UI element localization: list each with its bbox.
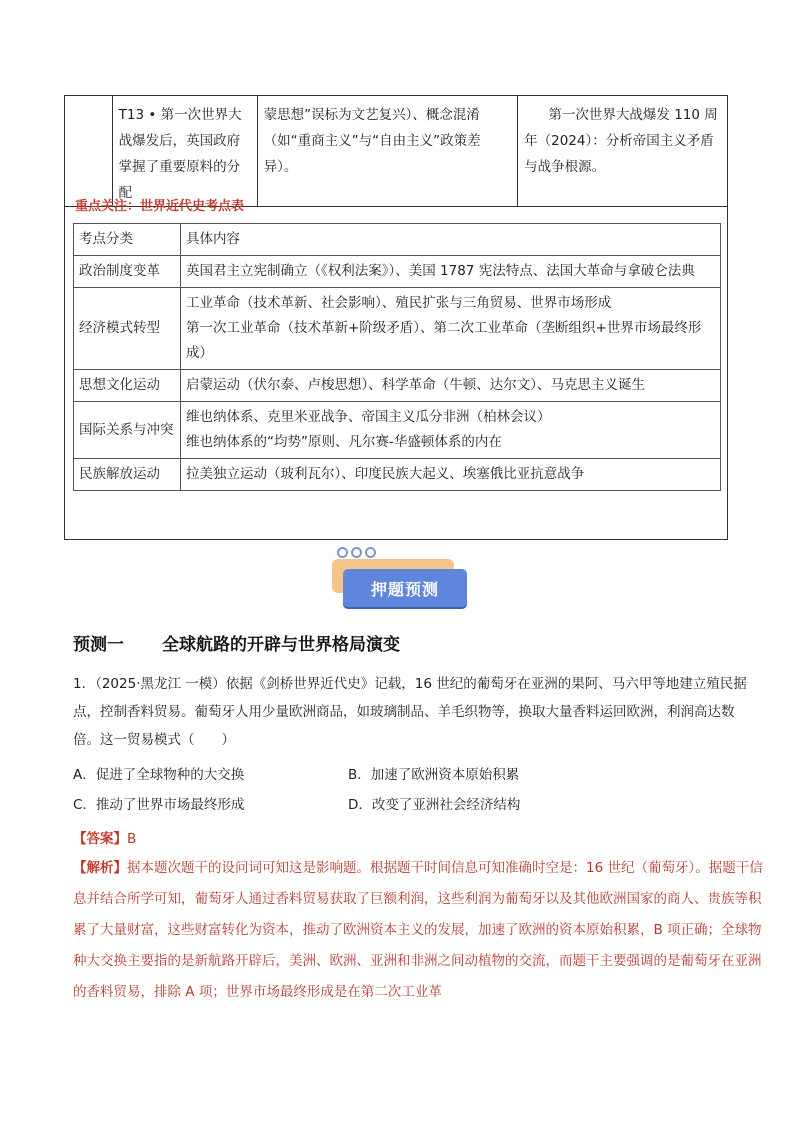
table-header-row [74,224,721,256]
focus-title: 重点关注：世界近代史考点表 [75,199,245,214]
prediction-banner [331,547,471,615]
row-category: 国际关系与冲突 [74,402,181,459]
table-row [74,459,721,491]
options-row [73,760,723,790]
option-c: C．推动了世界市场最终形成 [73,797,245,813]
row-content-line: 维也纳体系、克里米亚战争、帝国主义瓜分非洲（柏林会议） [186,409,551,425]
exam-points-table [73,223,721,491]
row-category: 经济模式转型 [74,288,181,370]
row-content-line: 工业革命（技术革新、社会影响）、殖民扩张与三角贸易、世界市场形成 [186,295,612,311]
option-b: B．加速了欧洲资本原始积累 [348,767,520,783]
prediction-heading [73,630,400,655]
row-category: 政治制度变革 [74,256,181,288]
focus-section [64,187,728,540]
row-content-line: 维也纳体系的“均势”原则、凡尔赛-华盛顿体系的内在 [186,434,502,450]
question-text: 1．（2025·黑龙江 一模）依据《剑桥世界近代史》记载，16 世纪的葡萄牙在亚洲的果阿、马六甲等地建立殖民据点，控制香料贸易。葡萄牙人用少量欧洲商品，如玻璃制品、羊毛织物等，换取大量香料运回欧洲，利润高达数倍。这一贸易模式（ ） [73,676,747,748]
analysis-block [73,853,763,1008]
circle-icon [365,547,376,558]
option-a: A．促进了全球物种的大交换 [73,767,245,783]
header-category: 考点分类 [74,224,181,256]
prediction-title: 全球航路的开辟与世界格局演变 [162,635,400,655]
row-content [181,402,721,459]
cell-text: 第一次世界大战爆发 110 周年（2024）：分析帝国主义矛盾与战争根源。 [524,107,718,175]
header-content: 具体内容 [181,224,721,256]
table-row [74,288,721,370]
option-d: D．改变了亚洲社会经济结构 [348,797,521,813]
options-row [73,790,723,820]
row-content-line: 第一次工业革命（技术革新+阶级矛盾）、第二次工业革命（垄断组织+世界市场最终形成） [186,320,702,361]
answer-label: 【答案】 [73,831,127,847]
analysis-label: 【解析】 [73,860,127,876]
row-content: 英国君主立宪制确立（《权利法案》）、美国 1787 宪法特点、法国大革命与拿破仑法典 [181,256,721,288]
circle-icon [351,547,362,558]
options [73,760,723,820]
row-content: 拉美独立运动（玻利瓦尔）、印度民族大起义、埃塞俄比亚抗意战争 [181,459,721,491]
decor-circles [337,547,376,558]
table-row [74,402,721,459]
analysis-text: 据本题次题干的设问词可知这是影响题。根据题干时间信息可知准确时空是：16 世纪（葡萄牙）。据题干信息并结合所学可知，葡萄牙人通过香料贸易获取了巨额利润，这些利润为葡萄牙以及其他欧洲国家的商人、贵族等积累了大量财富，这些财富转化为资本，推动了欧洲资本主义的发展，加速了欧洲的资本原始积累，B 项正确；全球物种大交换主要指的是新航路开辟后，美洲、欧洲、亚洲和非洲之间动植物的交流，而题干主要强调的是葡萄牙在亚洲的香料贸易，排除 A 项；世界市场最终形成是在第二次工业革 [73,860,763,1000]
answer-line [73,825,136,853]
answer-value: B [127,831,137,847]
row-category: 思想文化运动 [74,370,181,402]
prediction-number: 预测一 [73,635,124,655]
table-row [74,256,721,288]
row-content [181,288,721,370]
banner-label: 押题预测 [343,569,467,607]
row-content: 启蒙运动（伏尔泰、卢梭思想）、科学革命（牛顿、达尔文）、马克思主义诞生 [181,370,721,402]
cell-text: 蒙思想”误标为文艺复兴）、概念混淆（如“重商主义”与“自由主义”政策差异）。 [263,107,481,175]
circle-icon [337,547,348,558]
row-category: 民族解放运动 [74,459,181,491]
table-row [74,370,721,402]
cell-text: T13 • 第一次世界大战爆发后，英国政府掌握了重要原料的分配 [118,107,242,201]
